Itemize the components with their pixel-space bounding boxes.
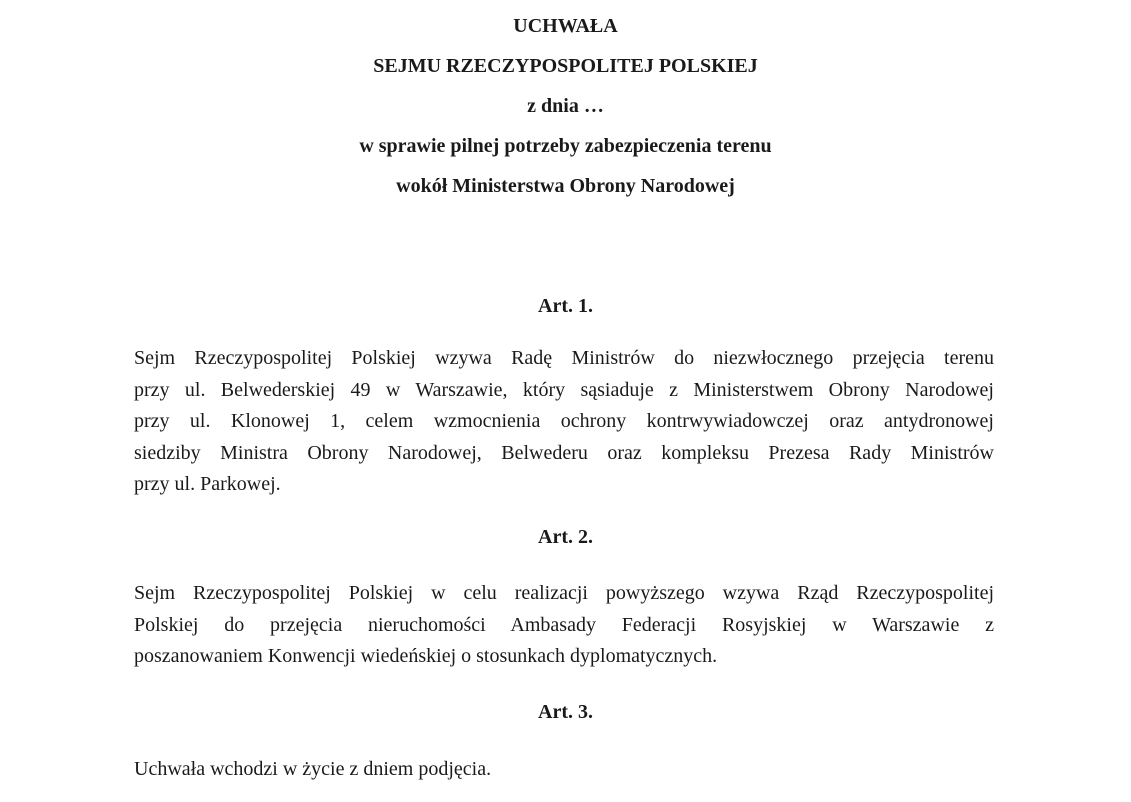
article-1-text [134, 343, 994, 501]
article-3-text [134, 754, 994, 786]
document-subject-line-2: wokół Ministerstwa Obrony Narodowej [396, 175, 735, 197]
article-1-heading: Art. 1. [538, 295, 593, 317]
issuing-body: SEJMU RZECZYPOSPOLITEJ POLSKIEJ [373, 55, 758, 77]
article-1-line: przy ul. Klonowej 1, celem wzmocnienia ochrony kontrwywiadowczej oraz antydronowej [134, 410, 994, 432]
document-subject-line-1: w sprawie pilnej potrzeby zabezpieczenia terenu [359, 135, 772, 157]
article-2-text [134, 578, 994, 673]
article-2-line: Polskiej do przejęcia nieruchomości Ambasady Federacji Rosyjskiej w Warszawie z [134, 613, 994, 636]
document-type-title: UCHWAŁA [513, 15, 618, 37]
article-1-line: Sejm Rzeczypospolitej Polskiej wzywa Radę Ministrów do niezwłocznego przejęcia terenu [134, 347, 994, 369]
article-1-line: przy ul. Parkowej. [134, 473, 281, 495]
document-date: z dnia … [527, 95, 604, 117]
article-1-line: siedziby Ministra Obrony Narodowej, Belwederu oraz kompleksu Prezesa Rady Ministrów [134, 441, 994, 464]
article-2-heading: Art. 2. [538, 526, 593, 548]
article-2-line: poszanowaniem Konwencji wiedeńskiej o stosunkach dyplomatycznych. [134, 645, 718, 667]
article-1-line: przy ul. Belwederskiej 49 w Warszawie, który sąsiaduje z Ministerstwem Obrony Narodowej [134, 378, 994, 401]
article-2-line: Sejm Rzeczypospolitej Polskiej w celu realizacji powyższego wzywa Rząd Rzeczypospolitej [134, 582, 994, 604]
article-3-heading: Art. 3. [538, 701, 593, 723]
article-3-line: Uchwała wchodzi w życie z dniem podjęcia. [134, 758, 492, 780]
